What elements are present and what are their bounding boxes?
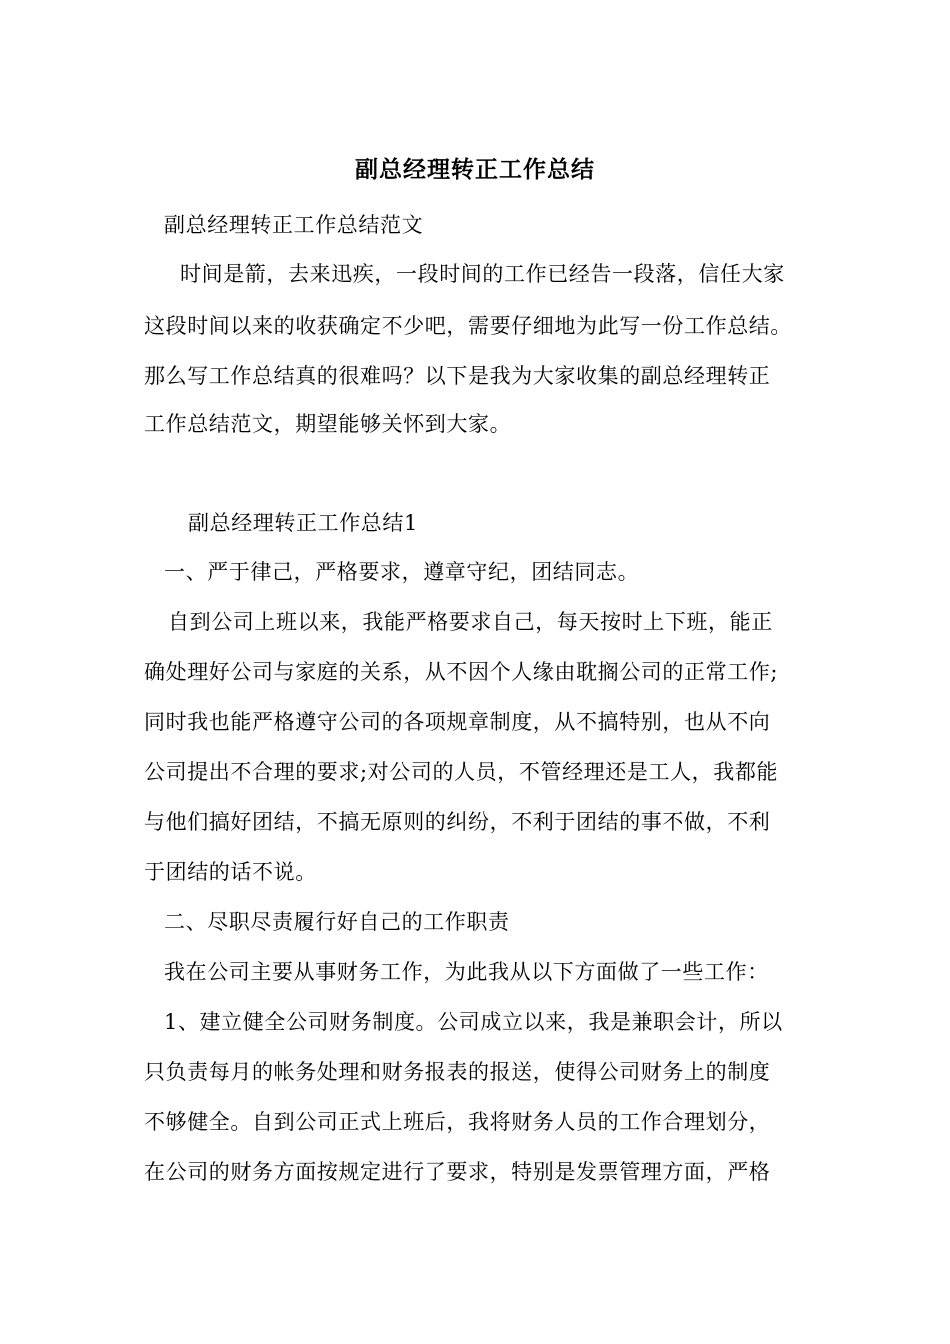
paragraph-1-line-6: 于团结的话不说。 (144, 860, 317, 884)
paragraph-1-line-1: 自到公司上班以来，我能严格要求自己，每天按时上下班，能正 (168, 610, 773, 634)
intro-line-1: 时间是箭，去来迅疾，一段时间的工作已经告一段落，信任大家 (180, 262, 785, 286)
point-heading-1: 一、严于律己，严格要求，遵章守纪，团结同志。 (164, 560, 640, 584)
paragraph-3-line-1: 1、建立健全公司财务制度。公司成立以来，我是兼职会计，所以 (164, 1010, 783, 1034)
paragraph-2-line-1: 我在公司主要从事财务工作，为此我从以下方面做了一些工作： (164, 960, 769, 984)
paragraph-1-line-5: 与他们搞好团结，不搞无原则的纠纷，不利于团结的事不做，不利 (144, 810, 771, 834)
intro-line-3: 那么写工作总结真的很难吗？以下是我为大家收集的副总经理转正 (144, 364, 771, 388)
document-title: 副总经理转正工作总结 (355, 156, 595, 183)
paragraph-3-line-4: 在公司的财务方面按规定进行了要求，特别是发票管理方面，严格 (144, 1160, 771, 1184)
paragraph-1-line-2: 确处理好公司与家庭的关系，从不因个人缘由耽搁公司的正常工作; (144, 660, 779, 684)
point-heading-2: 二、尽职尽责履行好自己的工作职责 (164, 910, 510, 934)
paragraph-3-line-3: 不够健全。自到公司正式上班后，我将财务人员的工作合理划分， (144, 1110, 771, 1134)
paragraph-3-line-2: 只负责每月的帐务处理和财务报表的报送，使得公司财务上的制度 (144, 1060, 771, 1084)
paragraph-1-line-4: 公司提出不合理的要求;对公司的人员，不管经理还是工人，我都能 (144, 760, 779, 784)
intro-line-2: 这段时间以来的收获确定不少吧，需要仔细地为此写一份工作总结。 (144, 314, 792, 338)
paragraph-1-line-3: 同时我也能严格遵守公司的各项规章制度，从不搞特别，也从不向 (144, 710, 771, 734)
intro-line-4: 工作总结范文，期望能够关怀到大家。 (144, 412, 512, 436)
subtitle-line: 副总经理转正工作总结范文 (164, 213, 424, 237)
section-heading: 副总经理转正工作总结1 (188, 511, 418, 535)
